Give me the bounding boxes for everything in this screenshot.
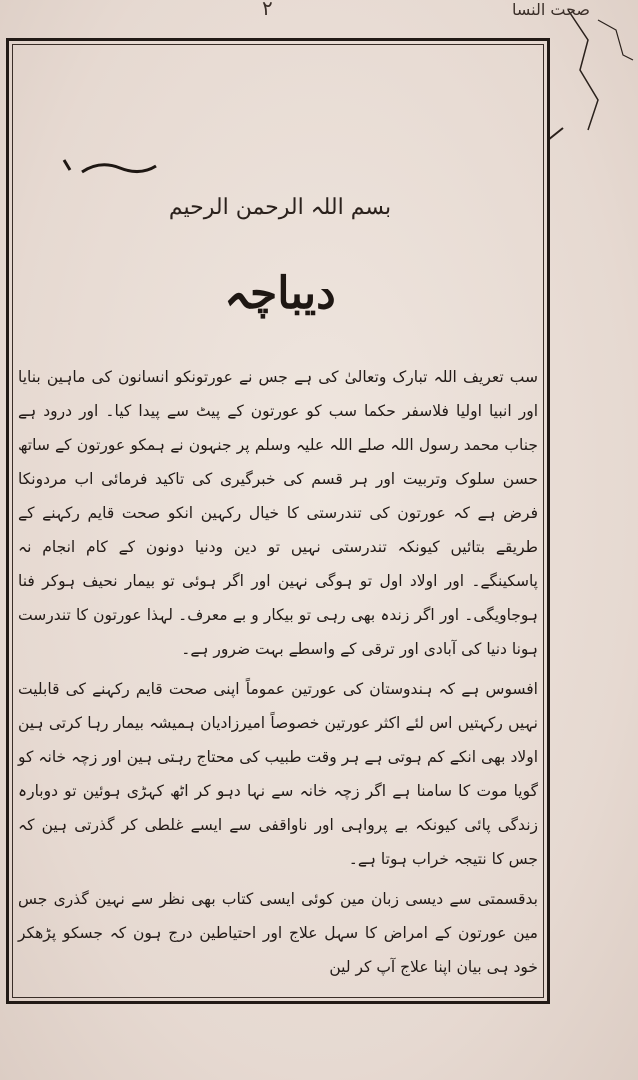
preface-body	[18, 360, 538, 984]
page-number-mark: ۲	[262, 0, 273, 20]
paragraph: سب تعریف اللہ تبارک وتعالیٰ کی ہے جس نے عورتونکو انسانون کی ماہین بنایا اور انبیا اولیا فلاسفر حکما سب کو عورتون کے پیٹ سے پیدا کیا۔ اور درود ہے جناب محمد رسول اللہ صلے اللہ علیہ وسلم پر جنہون نے ہمکو عورتون کے ساتھ حسن سلوک وتربیت اور ہر قسم کی خبرگیری کی تاکید فرمائی اب مردونکا فرض ہے کہ عورتون کی تندرستی کا خیال رکہین انکو صحت قایم رکہنے کے طریقے بتائیں کیونکہ تندرستی نہیں تو دین ودنیا دونون کے کام انجام نہ پاسکینگے۔ اور اولاد اول تو ہوگی نہین اور اگر ہوئی تو بیمار نحیف ہوکر فنا ہوجاویگی۔ اور اگر زندہ بھی رہی تو بیکار و بے معرف۔ لہذا عورتون کا تندرست ہونا دنیا کی آبادی اور ترقی کے واسطے بہت ضرور ہے۔	[18, 368, 538, 658]
paragraph: افسوس ہے کہ ہندوستان کی عورتین عموماً اپنی صحت قایم رکہنے کی قابلیت نہیں رکہتیں اس لئے اکثر عورتین خصوصاً امیرزادیان ہمیشہ بیمار رہا کرتی ہین اولاد بھی انکے کم ہوتی ہے ہر وقت طبیب کی محتاج رہتی ہین اور زچہ خانہ کو گویا موت کا سامنا ہے اگر زچہ خانہ سے نہا دہو کر اٹھ کہڑی ہوئین تو دوبارہ زندگی پائی کیونکہ بے پرواہی اور ناواقفی سے ایسے غلطی کر گذرتی ہین کہ جس کا نتیجہ خراب ہوتا ہے۔	[18, 680, 538, 868]
bismillah-heading: بسم اللہ الرحمن الرحیم	[168, 195, 392, 220]
running-title: صحت النسا	[511, 0, 590, 19]
page-title: دیباچہ	[224, 268, 336, 319]
ink-flourish	[60, 148, 160, 188]
paragraph: بدقسمتی سے دیسی زبان مین کوئی ایسی کتاب بھی نظر سے نہین گذری جس مین عورتون کے امراض کا سہل علاج اور احتیاطین درج ہون کہ جسکو پڑھکر خود ہی بیان اپنا علاج آپ کر لین	[18, 890, 538, 976]
